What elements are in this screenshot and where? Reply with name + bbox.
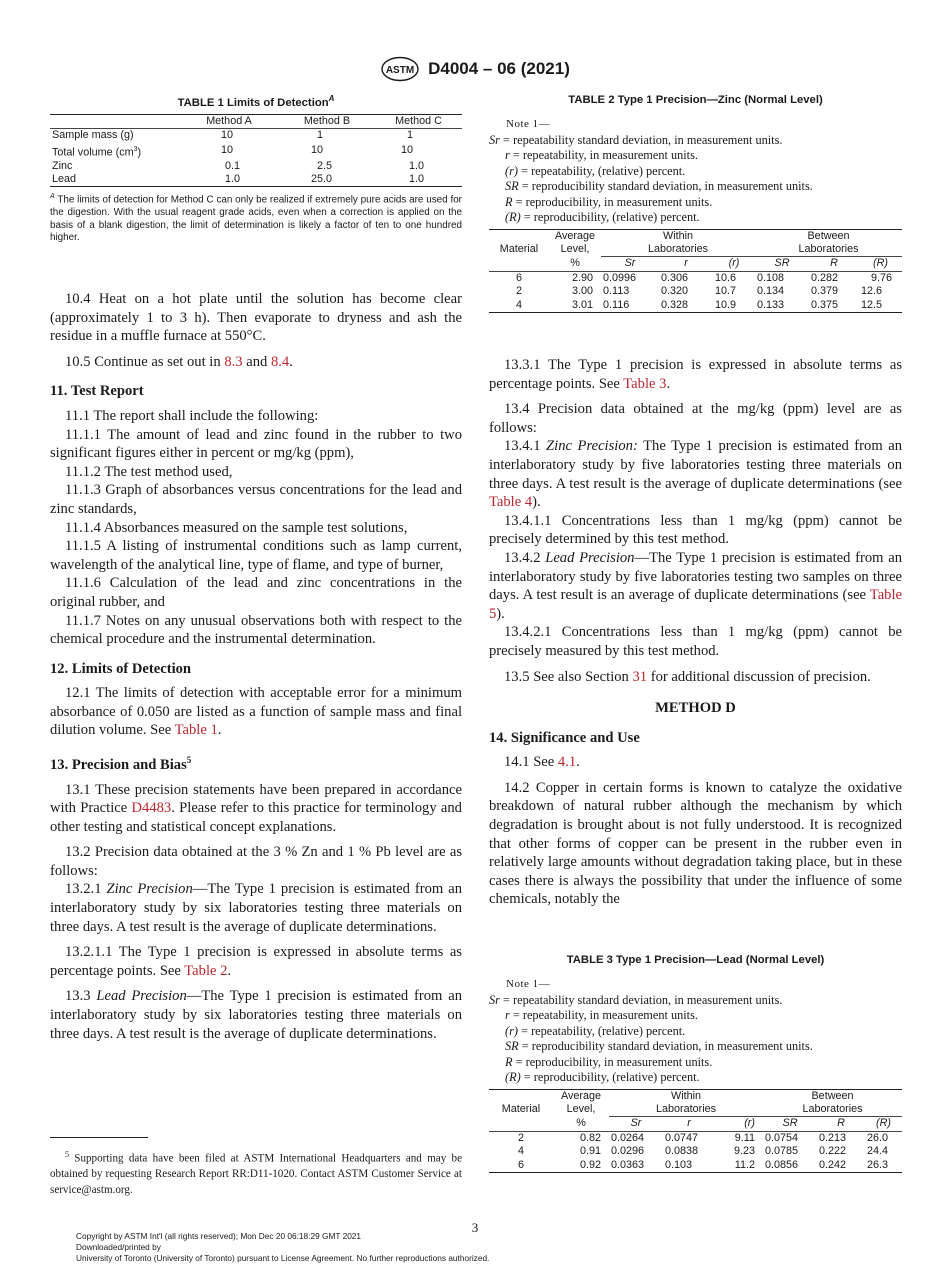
column-header: Average	[560, 1089, 602, 1102]
table-row: 6 0.92 0.0363 0.103 11.2 0.0856 0.242 26.3	[489, 1159, 902, 1173]
table-row: Zinc 0.1 2.5 1.0	[52, 159, 425, 172]
link-4-1[interactable]: 4.1	[557, 754, 577, 771]
footnote-rule	[50, 1137, 148, 1138]
copyright-footer: Copyright by ASTM Int'l (all rights reserved); Mon Dec 20 06:18:29 GMT 2021 Downloaded/printed by University of Toronto (University of Toronto) pursuant to License Agreement. No further reproductions authorized.	[76, 1231, 490, 1263]
paragraph-13-2-1-1: 13.2.1.1 The Type 1 precision is expressed in absolute terms as percentage points. See Table 2.	[50, 944, 462, 979]
link-table-4[interactable]: Table 4	[489, 494, 533, 511]
link-table-2[interactable]: Table 2	[184, 962, 228, 979]
link-table-5[interactable]: Table 5	[489, 587, 902, 622]
table-1-header: Method B	[303, 114, 351, 127]
table-2: TABLE 2 Type 1 Precision—Zinc (Normal Level) Note 1— Sr = repeatability standard deviation, in measurement units. r = repeatability, in measurement units. (r) = repeatability, (relative) percent. SR = reproducibility standard deviation, in measurement units. R = reproducibility, in measurement units. (R) = reproducibility, (relative) percent. Material Average Within Between Level, Laboratories Laboratories % Sr r (r) SR R (R) 6 2.90 0.0996 0.306 10.6 0.108 0.282 9.76 2 3.00 0.113 0.320 10.7 0.134 0.379 12.6 4 3.01 0.116 0.328 10.9 0.133 0.375 12.5	[489, 94, 902, 313]
paragraph: 11.1.7 Notes on any unusual observations both with respect to the chemical procedure and the instrumental determination.	[50, 612, 462, 648]
table-1-footnote: $^A$ The limits of detection for Method C can only be realized if extremely pure acids are used for the digestion. With the usual reagent grade acids, even when a correction is applied on the basis of a blank digestion, the limit of determination is likely a factor of ten to one hundred higher.	[50, 193, 462, 243]
column-header: Material	[499, 243, 539, 256]
section-12-heading: 12. Limits of Detection	[50, 660, 192, 677]
paragraph: 11.1.4 Absorbances measured on the sample test solutions,	[65, 519, 408, 536]
table-2-caption: TABLE 2 Type 1 Precision—Zinc (Normal Level)	[568, 94, 823, 106]
table-2-note: Note 1— Sr = repeatability standard deviation, in measurement units. r = repeatability, in measurement units. (r) = repeatability, (relative) percent. SR = reproducibility standard deviation, in measurement units. R = reproducibility, in measurement units. (R) = reproducibility, (relative) percent.	[489, 118, 813, 224]
column-header: Average	[554, 229, 596, 242]
paragraph: 11.1.6 Calculation of the lead and zinc concentrations in the original rubber, and	[50, 575, 462, 610]
paragraph: 11.1.1 The amount of lead and zinc found in the rubber to two significant figures either in percent or mg/kg (ppm),	[50, 426, 462, 462]
table-1-header: Method A	[206, 114, 252, 127]
paragraph: 11.1.3 Graph of absorbances versus concentrations for the lead and zinc standards,	[50, 482, 462, 517]
footnote-5: $^5$ Supporting data have been filed at ASTM International Headquarters and may be obtained by requesting Research Report RR:D11-1020. Contact ASTM Customer Service at service@astm.org.	[50, 1150, 462, 1196]
paragraph-13-5: 13.5 See also Section 31 for additional discussion of precision.	[504, 668, 871, 685]
link-8-3[interactable]: 8.3	[224, 353, 243, 370]
table-3: TABLE 3 Type 1 Precision—Lead (Normal Level) Note 1— Sr = repeatability standard deviation, in measurement units. r = repeatability, in measurement units. (r) = repeatability, (relative) percent. SR = reproducibility standard deviation, in measurement units. R = reproducibility, in measurement units. (R) = reproducibility, (relative) percent. Material Average Within Between Level, Laboratories Laboratories % Sr r (r) SR R (R) 2 0.82 0.0264 0.0747 9.11 0.0754 0.213 26.0 4 0.91 0.0296 0.0838 9.23 0.0785 0.222 24.4 6 0.92 0.0363 0.103 11.2 0.0856 0.242 26.3	[489, 954, 902, 1173]
table-1-header: Method C	[395, 114, 442, 127]
paragraph: 11.1.5 A listing of instrumental conditions such as lamp current, wavelength of the analytical line, type of flame, and type of burner,	[50, 538, 462, 573]
link-table-3[interactable]: Table 3	[623, 375, 667, 392]
paragraph-14-2: 14.2 Copper in certain forms is known to catalyze the oxidative breakdown of natural rubber although the mechanism by which degradation is brought about is not fully understood. It is recognized that other forms of copper can be present in the rubber even in relatively large amounts without degradation taking place, but in these cases there is always the possibility that under the influence of some chemicals, notably the	[489, 779, 902, 908]
table-3-note: Note 1— Sr = repeatability standard deviation, in measurement units. r = repeatability, in measurement units. (r) = repeatability, (relative) percent. SR = reproducibility standard deviation, in measurement units. R = reproducibility, in measurement units. (R) = reproducibility, (relative) percent.	[489, 978, 813, 1084]
paragraph: 13.4.1.1 Concentrations less than 1 mg/kg (ppm) cannot be precisely determined by this test method.	[489, 512, 902, 548]
right-column	[489, 356, 902, 909]
column-header: Within	[663, 229, 693, 242]
paragraph: 13.4 Precision data obtained at the mg/kg (ppm) level are as follows:	[489, 401, 902, 436]
method-d-heading: METHOD D	[655, 700, 736, 717]
paragraph: 11.1.2 The test method used,	[65, 463, 233, 480]
link-table-1[interactable]: Table 1	[174, 722, 218, 739]
table-3-caption: TABLE 3 Type 1 Precision—Lead (Normal Level)	[566, 954, 825, 966]
paragraph-14-1: 14.1 See 4.1.	[504, 754, 580, 771]
paragraph-13-3: 13.3 Lead Precision—The Type 1 precision is estimated from an interlaboratory study by six laboratories testing three materials on three days. A test result is the average of duplicate determinations.	[50, 988, 462, 1042]
paragraph-13-3-1: 13.3.1 The Type 1 precision is expressed in absolute terms as percentage points. See Table 3.	[489, 357, 902, 392]
table-row: Total volume $(cm^3)$ 10 10 10	[52, 144, 414, 159]
paragraph-12-1: 12.1 The limits of detection with acceptable error for a minimum absorbance of 0.050 are listed as a function of sample mass and final dilution volume. See Table 1.	[50, 685, 462, 739]
link-section-31[interactable]: 31	[632, 668, 648, 685]
table-row: 2 0.82 0.0264 0.0747 9.11 0.0754 0.213 26.0	[517, 1131, 889, 1144]
table-row: Sample mass (g) 10 1 1	[52, 129, 414, 142]
table-row: 2 3.00 0.113 0.320 10.7 0.134 0.379 12.6	[515, 285, 883, 298]
paragraph-10-5: 10.5 Continue as set out in 8.3 and 8.4.	[65, 353, 293, 370]
logo-text: ASTM	[385, 65, 415, 76]
paragraph: 11.1 The report shall include the following:	[65, 407, 319, 424]
left-column	[50, 290, 462, 1043]
astm-logo-icon	[380, 56, 420, 82]
column-header: Material	[501, 1103, 541, 1116]
table-row: 4 0.91 0.0296 0.0838 9.23 0.0785 0.222 24.4	[517, 1145, 889, 1158]
paragraph-13-1: 13.1 These precision statements have been prepared in accordance with Practice D4483. Please refer to this practice for terminology and other testing and statistical concept explanations.	[50, 781, 462, 835]
table-row: Lead 1.0 25.0 1.0	[50, 173, 462, 187]
table-1-caption: TABLE 1 Limits of Detection$^A$	[177, 94, 335, 109]
column-header: Between	[811, 1089, 854, 1102]
paragraph-10-4: 10.4 Heat on a hot plate until the solution has become clear (approximately 1 to 3 h). Then evaporate to dryness and ash the residue in a muffle furnace at 550°C.	[50, 291, 462, 345]
paragraph-13-4-1: 13.4.1 Zinc Precision: The Type 1 precision is estimated from an interlaboratory study by five laboratories testing three materials on three days. A test result is the average of duplicate determinations (see Table 4).	[489, 438, 903, 511]
column-header: Between	[807, 229, 850, 242]
page-header	[0, 56, 950, 82]
table-row: 6 2.90 0.0996 0.306 10.6 0.108 0.282 9.76	[515, 271, 892, 284]
link-d4483[interactable]: D4483	[131, 800, 172, 817]
section-13-heading: 13. Precision and Bias$^5$	[50, 755, 192, 773]
section-11-heading: 11. Test Report	[50, 383, 144, 400]
page-number: 3	[471, 1220, 479, 1235]
paragraph: 13.4.2.1 Concentrations less than 1 mg/kg (ppm) cannot be precisely measured by this test method.	[489, 624, 902, 659]
paragraph-13-2-1: 13.2.1 Zinc Precision—The Type 1 precision is estimated from an interlaboratory study by six laboratories testing three materials on three days. A test result is the average of duplicate determinations.	[50, 881, 463, 935]
paragraph: 13.2 Precision data obtained at the 3 % Zn and 1 % Pb level are as follows:	[50, 844, 462, 879]
document-designation: D4004 – 06 (2021)	[428, 59, 570, 78]
column-header: Within	[671, 1089, 701, 1102]
section-14-heading: 14. Significance and Use	[489, 729, 640, 746]
link-8-4[interactable]: 8.4	[270, 353, 290, 370]
table-1	[50, 94, 462, 244]
paragraph-13-4-2: 13.4.2 Lead Precision—The Type 1 precision is estimated from an interlaboratory study by five laboratories testing two samples on three days. A test result is an average of duplicate determinations (see Table 5).	[489, 549, 902, 622]
table-row: 4 3.01 0.116 0.328 10.9 0.133 0.375 12.5	[489, 299, 902, 313]
